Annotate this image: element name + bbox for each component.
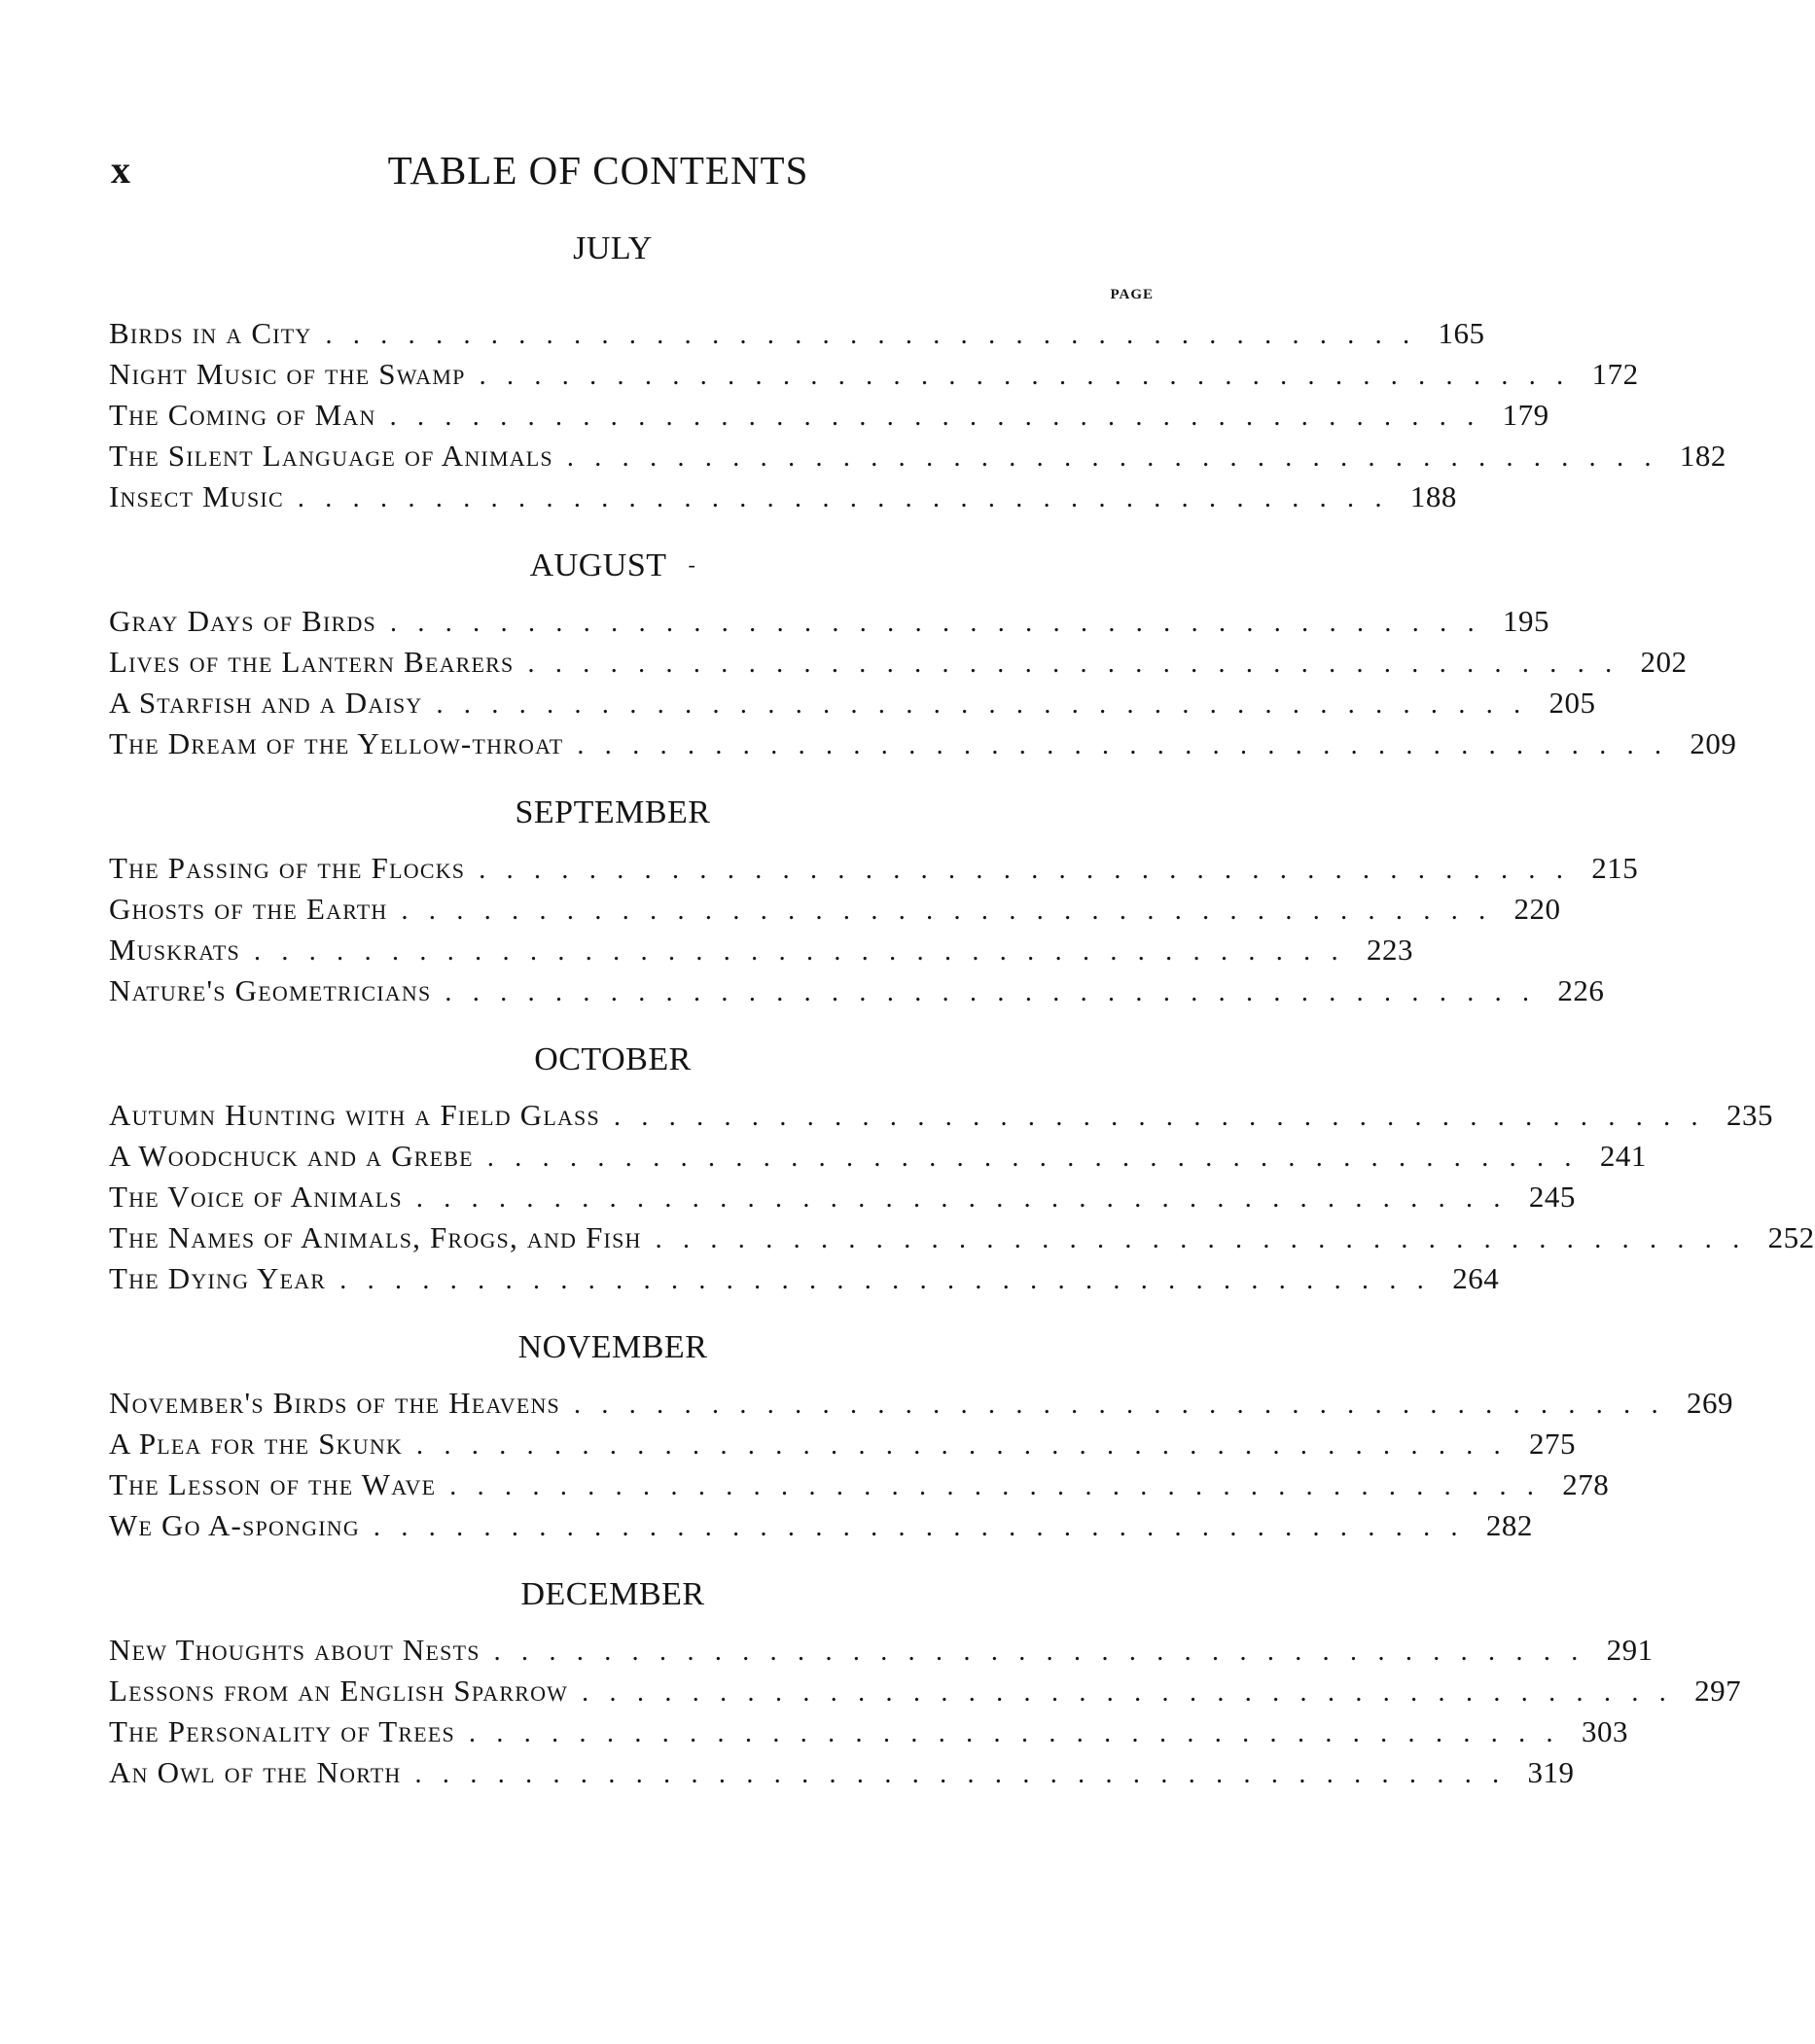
month-heading-text: AUGUST: [529, 547, 667, 583]
entry-title: Night Music of the Swamp: [109, 357, 466, 391]
dot-leader: ........................................: [373, 1512, 1478, 1542]
entry-title: A Starfish and a Daisy: [109, 686, 423, 720]
entry-title: Autumn Hunting with a Field Glass: [109, 1098, 600, 1132]
entry-list: [109, 601, 1737, 764]
page-numeral: x: [111, 148, 130, 192]
toc-entry: [109, 1752, 1575, 1793]
dot-leader: ........................................: [655, 1224, 1761, 1254]
month-heading: SEPTEMBER: [515, 794, 711, 830]
entry-title: The Dream of the Yellow-throat: [109, 726, 564, 760]
entry-title: An Owl of the North: [109, 1755, 402, 1789]
entry-page-number: 278: [1562, 1467, 1610, 1501]
entry-page-number: 172: [1591, 357, 1639, 391]
dot-leader: ........................................: [415, 1183, 1521, 1214]
month-heading: DECEMBER: [520, 1576, 705, 1612]
entry-title: The Passing of the Flocks: [109, 851, 466, 885]
dot-leader: ........................................: [527, 649, 1633, 679]
entry-page-number: 319: [1527, 1755, 1575, 1789]
entry-page-number: 188: [1409, 479, 1457, 513]
toc-entry: [109, 1136, 1647, 1177]
entry-page-number: 205: [1548, 686, 1596, 720]
entry-page-number: 182: [1679, 439, 1726, 473]
entry-title: The Voice of Animals: [109, 1180, 403, 1214]
month-heading: [109, 546, 1156, 585]
entry-page-number: 220: [1513, 892, 1561, 926]
contents-page: [109, 146, 1815, 1793]
entry-page-number: 303: [1581, 1714, 1628, 1748]
entry-page-number: 241: [1599, 1139, 1647, 1173]
section-november: [109, 1328, 1733, 1546]
entry-page-number: 264: [1452, 1261, 1500, 1295]
entry-title: Nature's Geometricians: [109, 973, 432, 1007]
toc-entry: [109, 970, 1605, 1011]
entry-title: Gray Days of Birds: [109, 604, 376, 638]
dot-leader: ........................................: [486, 1143, 1592, 1173]
toc-entry: [109, 436, 1726, 476]
entry-title: The Lesson of the Wave: [109, 1467, 437, 1501]
entry-title: A Plea for the Skunk: [109, 1427, 404, 1461]
toc-entry: [109, 683, 1596, 723]
entry-page-number: 226: [1557, 973, 1605, 1007]
toc-entry: [109, 354, 1639, 395]
entry-title: New Thoughts about Nests: [109, 1633, 480, 1667]
dot-leader: ........................................: [445, 977, 1550, 1007]
section-september: [109, 793, 1639, 1011]
toc-entry: [109, 1095, 1773, 1136]
toc-entry: [109, 1217, 1815, 1258]
dot-leader: ........................................: [436, 689, 1542, 720]
toc-entry: [109, 601, 1549, 642]
entry-page-number: 202: [1640, 645, 1688, 679]
toc-entry: [109, 723, 1737, 764]
entry-page-number: 209: [1690, 726, 1737, 760]
entry-page-number: 297: [1694, 1674, 1742, 1708]
toc-entry: [109, 642, 1688, 683]
dot-leader: ........................................: [449, 1471, 1555, 1501]
toc-entry: [109, 848, 1639, 889]
toc-entry: [109, 476, 1457, 517]
dot-leader: ........................................: [468, 1718, 1574, 1748]
entry-title: Insect Music: [109, 479, 284, 513]
toc-entry: [109, 930, 1413, 970]
entry-page-number: 235: [1726, 1098, 1773, 1132]
dot-leader: ........................................: [401, 896, 1507, 926]
entry-title: Lessons from an English Sparrow: [109, 1674, 569, 1708]
entry-title: The Names of Animals, Frogs, and Fish: [109, 1220, 642, 1254]
entry-title: Birds in a City: [109, 316, 312, 350]
toc-entry: [109, 313, 1485, 354]
dot-leader: ........................................: [389, 608, 1495, 638]
entry-page-number: 215: [1591, 851, 1639, 885]
month-heading: JULY: [573, 230, 653, 266]
toc-entry: [109, 1177, 1576, 1217]
toc-entry: [109, 1424, 1577, 1464]
toc-entry: [109, 395, 1549, 436]
entry-page-number: 282: [1485, 1508, 1533, 1542]
entry-title: Muskrats: [109, 933, 240, 967]
entry-page-number: 291: [1606, 1633, 1654, 1667]
dot-leader: ........................................: [577, 730, 1683, 760]
dot-leader: ........................................: [416, 1430, 1522, 1461]
toc-entry: [109, 1711, 1628, 1752]
dot-leader: ........................................: [479, 855, 1584, 885]
entry-list: [109, 1095, 1815, 1299]
entry-page-number: 195: [1502, 604, 1549, 638]
stray-mark: -: [688, 552, 696, 577]
running-head: [109, 146, 1156, 198]
entry-page-number: 245: [1528, 1180, 1576, 1214]
dot-leader: ........................................: [566, 442, 1672, 473]
entry-page-number: 275: [1529, 1427, 1577, 1461]
entry-list: [109, 1383, 1733, 1546]
entry-title: We Go A-sponging: [109, 1508, 360, 1542]
entry-page-number: 165: [1438, 316, 1485, 350]
dot-leader: ........................................: [573, 1390, 1679, 1420]
entry-page-number: 179: [1502, 398, 1549, 432]
entry-list: [109, 848, 1639, 1011]
entry-title: The Personality of Trees: [109, 1714, 455, 1748]
dot-leader: ........................................: [389, 402, 1495, 432]
toc-entry: [109, 1383, 1733, 1424]
entry-list: [109, 1630, 1742, 1793]
section-august: [109, 546, 1737, 764]
dot-leader: ........................................: [325, 320, 1431, 350]
entry-title: The Dying Year: [109, 1261, 327, 1295]
entry-title: The Silent Language of Animals: [109, 439, 553, 473]
page-column-label: PAGE: [1110, 287, 1154, 302]
dot-leader: ........................................: [339, 1265, 1445, 1295]
page-title: TABLE OF CONTENTS: [387, 148, 809, 193]
dot-leader: ........................................: [297, 483, 1403, 513]
toc-entry: [109, 1258, 1500, 1299]
dot-leader: ........................................: [479, 361, 1584, 391]
toc-entry: [109, 1671, 1742, 1711]
dot-leader: ........................................: [493, 1637, 1599, 1667]
section-december: [109, 1575, 1742, 1793]
entry-page-number: 252: [1767, 1220, 1815, 1254]
entry-page-number: 269: [1686, 1386, 1733, 1420]
entry-page-number: 223: [1366, 933, 1413, 967]
dot-leader: ........................................: [414, 1759, 1520, 1789]
section-october: [109, 1040, 1815, 1299]
section-july: [109, 229, 1726, 517]
month-heading: NOVEMBER: [517, 1329, 708, 1365]
toc-entry: [109, 889, 1561, 930]
toc-entry: [109, 1464, 1610, 1505]
dot-leader: ........................................: [582, 1677, 1688, 1708]
toc-entry: [109, 1630, 1654, 1671]
entry-title: The Coming of Man: [109, 398, 376, 432]
entry-title: Ghosts of the Earth: [109, 892, 388, 926]
dot-leader: ........................................: [253, 936, 1359, 967]
month-heading: OCTOBER: [534, 1041, 692, 1077]
entry-title: A Woodchuck and a Grebe: [109, 1139, 474, 1173]
entry-title: November's Birds of the Heavens: [109, 1386, 560, 1420]
entry-list: [109, 313, 1726, 517]
entry-title: Lives of the Lantern Bearers: [109, 645, 515, 679]
dot-leader: ........................................: [613, 1102, 1719, 1132]
toc-entry: [109, 1505, 1533, 1546]
